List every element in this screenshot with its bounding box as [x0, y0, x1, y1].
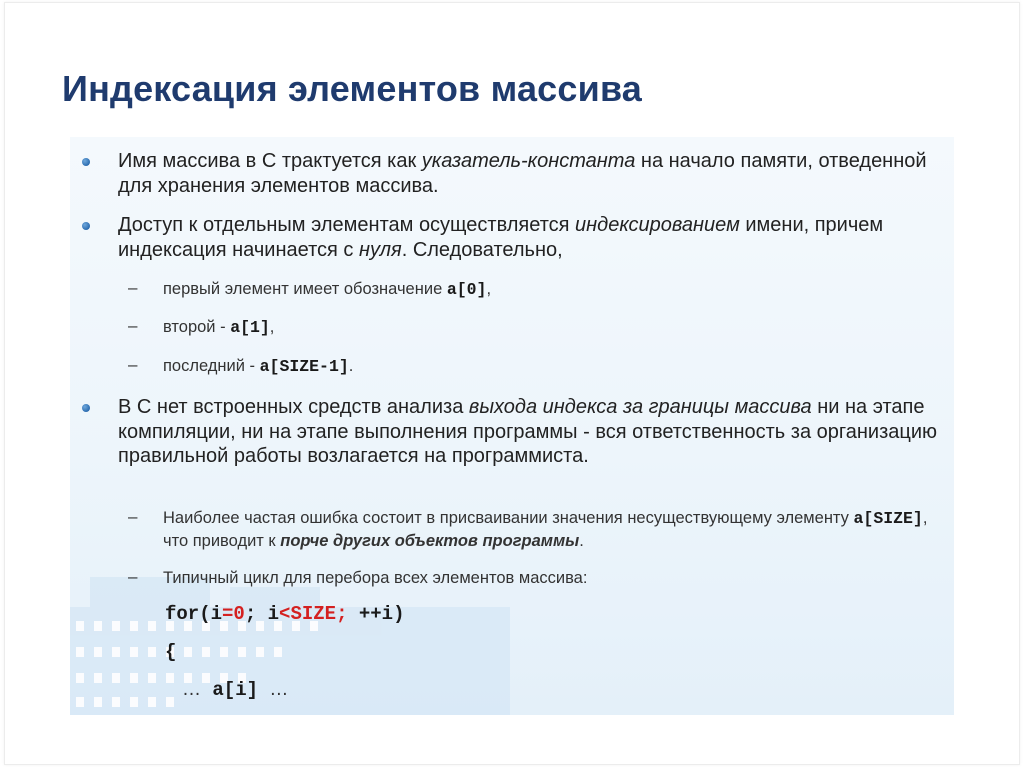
subitem-mid: , что приводит к	[163, 509, 928, 550]
code-line-body	[182, 679, 288, 701]
bullet-3-text	[118, 395, 946, 469]
code-token: for(i	[165, 603, 223, 625]
subitem-emph: порче других объектов программы	[280, 532, 580, 550]
subitem-label: первый элемент имеет обозначение	[163, 280, 447, 298]
subitem-text	[163, 355, 946, 378]
ellipsis: …	[269, 679, 289, 700]
subitem-tail: ,	[269, 318, 275, 336]
bullet-2-text	[118, 213, 946, 262]
subitem-tail: ,	[486, 280, 492, 298]
dash-icon: –	[128, 278, 138, 297]
subitem-label: второй -	[163, 318, 231, 336]
subitem-code: a[SIZE-1]	[259, 357, 349, 376]
bullet-dot-icon	[82, 222, 90, 230]
code-token: ++i)	[347, 603, 405, 625]
dash-icon: –	[128, 355, 138, 374]
dash-icon: –	[128, 316, 138, 335]
bullet-3-part-1: В С нет встроенных средств анализа	[118, 396, 469, 418]
bullet-dot-icon	[82, 158, 90, 166]
slide-content	[70, 137, 954, 715]
dash-icon: –	[128, 567, 138, 586]
subitem-code: a[SIZE]	[853, 509, 923, 528]
code-token-highlight: ;	[336, 603, 348, 625]
bullet-2-emph-2: нуля	[358, 238, 402, 261]
subitem-tail: .	[348, 357, 354, 375]
code-token-highlight: =0	[222, 603, 245, 625]
bullet-2-emph-1: индексированием	[575, 214, 740, 236]
code-token-highlight: <SIZE	[279, 603, 337, 625]
bullet-2-part-3: имени, причем индексация начинается с	[118, 214, 884, 261]
subitem-tail: .	[579, 532, 584, 550]
bullet-2-part-1: Доступ к отдельным элементам осуществляется	[118, 214, 576, 236]
subitem-label: Типичный цикл для перебора всех элементов массива:	[163, 569, 588, 587]
code-token: a[i]	[201, 679, 270, 701]
bullet-1-text	[118, 149, 946, 198]
subitem-label: последний -	[163, 357, 260, 375]
subitem-code: a[0]	[446, 280, 487, 299]
dash-icon: –	[128, 507, 138, 526]
code-line-open-brace: {	[165, 641, 177, 663]
bullet-3-part-3: ни на этапе компиляции, ни на этапе выполнения программы - вся ответственность за организацию правильной работы возлагается на программиста.	[118, 396, 937, 467]
subitem-text	[163, 567, 946, 589]
bullet-1-emph: указатель-константа	[421, 150, 636, 172]
ellipsis: …	[182, 679, 201, 700]
subitem-label: Наиболее частая ошибка состоит в присваивании значения несуществующему элементу	[163, 509, 854, 527]
code-token: ; i	[244, 603, 280, 625]
code-line-for	[165, 603, 404, 625]
subitem-code: a[1]	[230, 318, 270, 337]
subitem-text	[163, 507, 946, 552]
slide-title: Индексация элементов массива	[62, 68, 643, 109]
subitem-text	[163, 278, 946, 301]
bullet-1-part-1: Имя массива в С трактуется как	[118, 150, 422, 172]
bullet-3-emph: выхода индекса за границы массива	[468, 396, 812, 418]
bullet-2-part-5: . Следовательно,	[401, 238, 563, 261]
bullet-dot-icon	[82, 404, 90, 412]
subitem-text	[163, 316, 946, 339]
bullet-1-part-3: на начало памяти, отведенной для хранения элементов массива.	[118, 150, 927, 197]
